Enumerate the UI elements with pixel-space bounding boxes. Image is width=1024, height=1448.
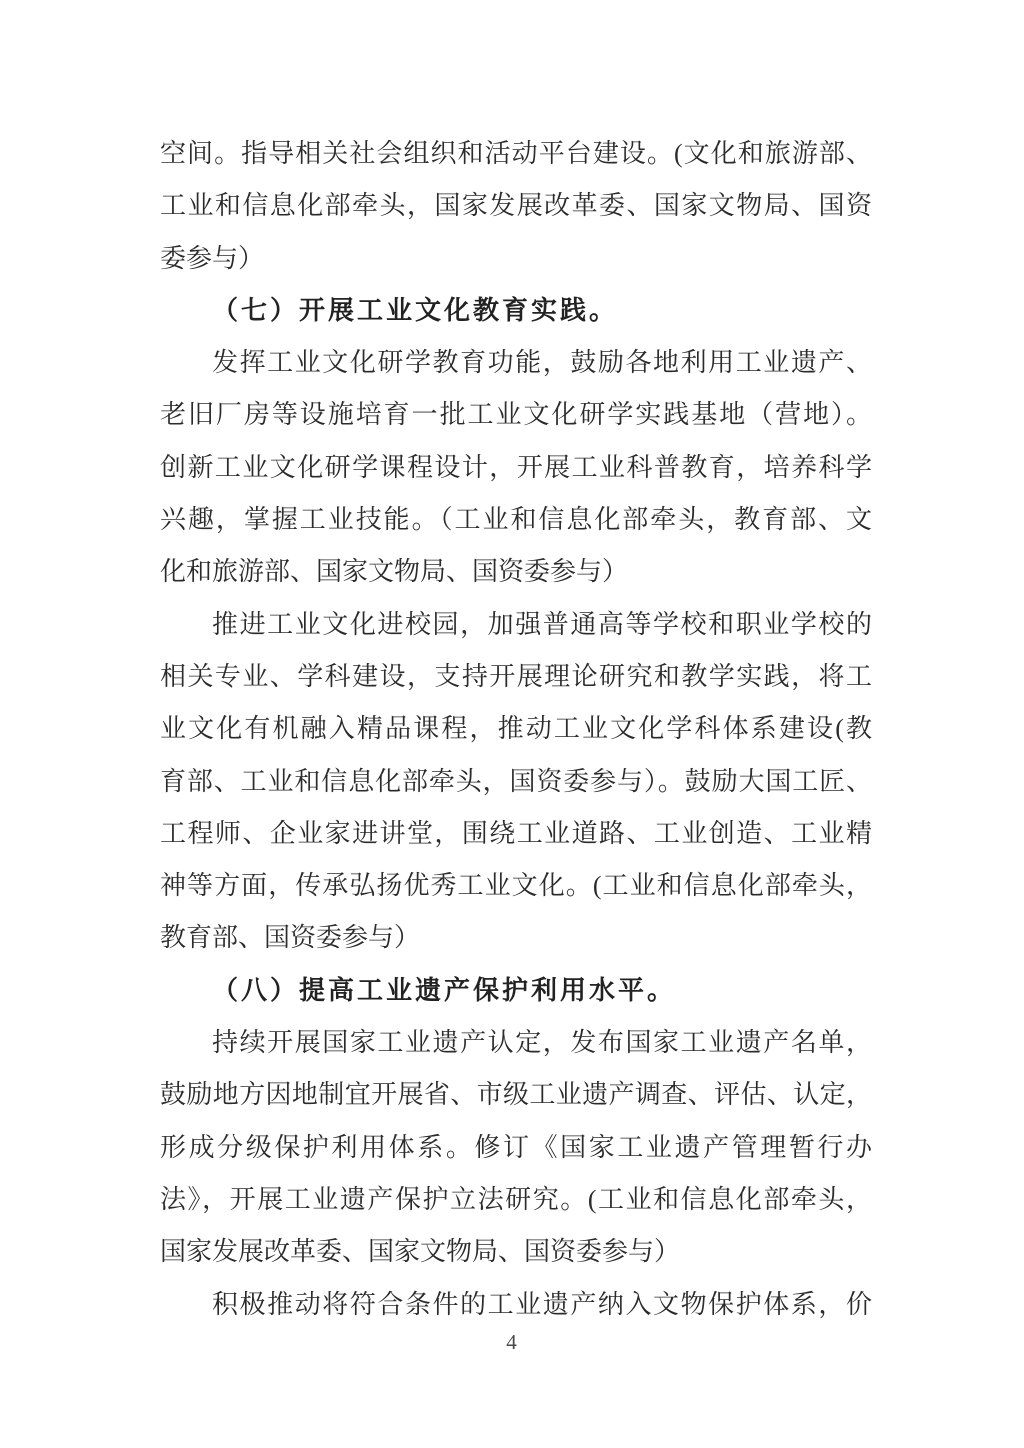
text-line: 育部、工业和信息化部牵头，国资委参与）。鼓励大国工匠、	[160, 766, 872, 796]
text-line: 鼓励地方因地制宜开展省、市级工业遗产调查、评估、认定，	[160, 1080, 872, 1110]
text-line: 教育部、国资委参与）	[160, 923, 421, 953]
text-line: 化和旅游部、国家文物局、国资委参与）	[160, 557, 629, 587]
text-line: 神等方面，传承弘扬优秀工业文化。(工业和信息化部牵头，	[160, 871, 872, 901]
text-line: 业文化有机融入精品课程，推动工业文化学科体系建设(教	[160, 714, 872, 744]
text-line: 推进工业文化进校园，加强普通高等学校和职业学校的	[212, 609, 872, 639]
text-line: 形成分级保护利用体系。修订《国家工业遗产管理暂行办	[160, 1132, 872, 1162]
text-line: 相关专业、学科建设，支持开展理论研究和教学实践，将工	[160, 661, 872, 691]
section-heading-8: （八）提高工业遗产保护利用水平。	[212, 975, 677, 1005]
text-line: 法》，开展工业遗产保护立法研究。(工业和信息化部牵头，	[160, 1184, 872, 1214]
text-line: 发挥工业文化研学教育功能，鼓励各地利用工业遗产、	[212, 348, 872, 378]
text-line: 老旧厂房等设施培育一批工业文化研学实践基地（营地）。	[160, 400, 872, 430]
document-text-block	[160, 128, 872, 1331]
text-line: 创新工业文化研学课程设计，开展工业科普教育，培养科学	[160, 452, 872, 482]
text-line: 持续开展国家工业遗产认定，发布国家工业遗产名单，	[212, 1028, 872, 1058]
text-line: 工程师、企业家进讲堂，围绕工业道路、工业创造、工业精	[160, 818, 872, 848]
text-line: 积极推动将符合条件的工业遗产纳入文物保护体系，价	[212, 1289, 872, 1319]
text-line: 国家发展改革委、国家文物局、国资委参与）	[160, 1237, 681, 1267]
text-line: 工业和信息化部牵头，国家发展改革委、国家文物局、国资	[160, 191, 872, 221]
page-number: 4	[506, 1330, 518, 1354]
text-line: 空间。指导相关社会组织和活动平台建设。(文化和旅游部、	[160, 139, 872, 168]
text-line: 委参与）	[160, 243, 265, 273]
section-heading-7: （七）开展工业文化教育实践。	[212, 295, 619, 325]
text-line: 兴趣，掌握工业技能。（工业和信息化部牵头，教育部、文	[160, 505, 872, 535]
